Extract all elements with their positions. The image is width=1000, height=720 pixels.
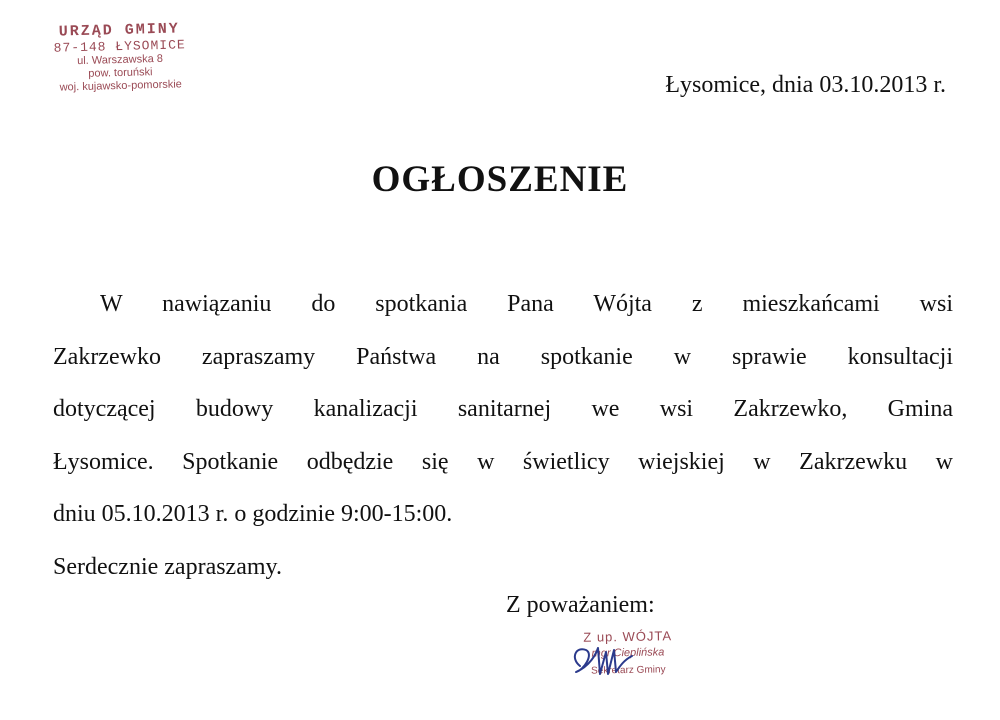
body-line-4: Łysomice. Spotkanie odbędzie się w świetlicy wiejskiej w Zakrzewku w xyxy=(53,448,953,475)
handwritten-signature xyxy=(562,636,642,686)
stamp-street: ul. Warszawska 8 xyxy=(77,52,164,68)
body-line-3: dotyczącej budowy kanalizacji sanitarnej we wsi Zakrzewko, Gmina xyxy=(53,396,953,422)
signature-stamp-position: Sekretarz Gminy xyxy=(590,664,666,677)
office-stamp xyxy=(19,19,221,95)
stamp-county: pow. toruński xyxy=(88,66,153,80)
announcement-body xyxy=(53,278,953,593)
regards-text: Z poważaniem: xyxy=(506,592,655,618)
stamp-postal-code: 87-148 ŁYSOMICE xyxy=(53,37,186,56)
place-and-date: Łysomice, dnia 03.10.2013 r. xyxy=(665,72,946,98)
body-line-5: dniu 05.10.2013 r. o godzinie 9:00-15:00. xyxy=(53,501,453,527)
signature-stamp-authority: Z up. WÓJTA xyxy=(583,628,673,645)
closing-line: Serdecznie zapraszamy. xyxy=(53,553,282,580)
document-title: OGŁOSZENIE xyxy=(371,159,629,200)
signature-stamp-name: mgr Cieplińska xyxy=(591,646,665,660)
stamp-office-name: URZĄD GMINY xyxy=(58,20,181,41)
stamp-voivodeship: woj. kujawsko-pomorskie xyxy=(59,78,183,94)
body-line-2: Zakrzewko zapraszamy Państwa na spotkanie w sprawie konsultacji xyxy=(53,343,953,370)
body-line-1: W nawiązaniu do spotkania Pana Wójta z mieszkańcami wsi xyxy=(100,291,953,317)
